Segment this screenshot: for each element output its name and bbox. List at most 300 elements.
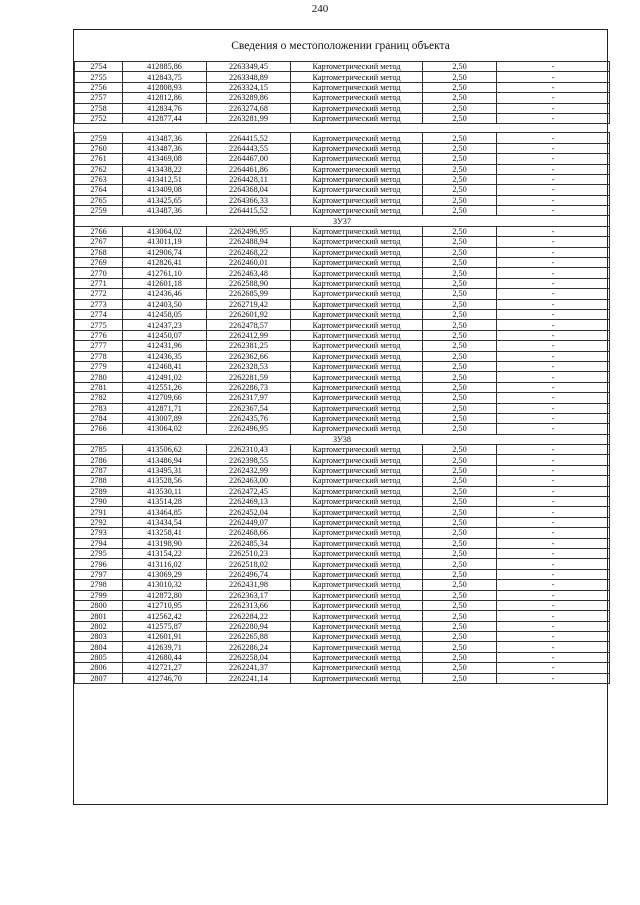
method-cell: Картометрический метод (291, 341, 423, 351)
coordinate-y: 2262284,22 (207, 611, 291, 621)
accuracy-cell: 2,50 (423, 113, 497, 123)
point-number: 2795 (75, 548, 123, 558)
method-cell: Картометрический метод (291, 548, 423, 558)
method-cell: Картометрический метод (291, 289, 423, 299)
accuracy-cell: 2,50 (423, 445, 497, 455)
point-number: 2755 (75, 72, 123, 82)
description-cell: - (497, 517, 610, 527)
coordinate-y: 2262265,88 (207, 632, 291, 642)
coordinate-x: 412468,41 (123, 361, 207, 371)
point-number: 2756 (75, 82, 123, 92)
method-cell: Картометрический метод (291, 652, 423, 662)
accuracy-cell: 2,50 (423, 82, 497, 92)
point-number: 2752 (75, 113, 123, 123)
point-number: 2766 (75, 226, 123, 236)
table-row (75, 600, 610, 610)
accuracy-cell: 2,50 (423, 299, 497, 309)
accuracy-cell: 2,50 (423, 538, 497, 548)
coordinate-y: 2262241,37 (207, 663, 291, 673)
table-row (75, 382, 610, 392)
table-row (75, 93, 610, 103)
coordinate-x: 412491,02 (123, 372, 207, 382)
accuracy-cell: 2,50 (423, 580, 497, 590)
accuracy-cell: 2,50 (423, 673, 497, 683)
method-cell: Картометрический метод (291, 476, 423, 486)
table-row (75, 268, 610, 278)
method-cell: Картометрический метод (291, 82, 423, 92)
accuracy-cell: 2,50 (423, 72, 497, 82)
point-number: 2759 (75, 133, 123, 143)
table-row (75, 62, 610, 72)
point-number: 2771 (75, 278, 123, 288)
method-cell: Картометрический метод (291, 642, 423, 652)
section-label: ЗУ38 (75, 434, 610, 444)
coordinate-y: 2262412,99 (207, 330, 291, 340)
coordinate-y: 2264443,55 (207, 143, 291, 153)
coordinate-x: 413438,22 (123, 164, 207, 174)
point-number: 2800 (75, 600, 123, 610)
accuracy-cell: 2,50 (423, 642, 497, 652)
accuracy-cell: 2,50 (423, 569, 497, 579)
coordinate-y: 2263348,89 (207, 72, 291, 82)
accuracy-cell: 2,50 (423, 185, 497, 195)
coordinate-x: 413530,11 (123, 486, 207, 496)
coordinate-y: 2262381,25 (207, 341, 291, 351)
accuracy-cell: 2,50 (423, 455, 497, 465)
description-cell: - (497, 403, 610, 413)
coordinate-y: 2262362,66 (207, 351, 291, 361)
method-cell: Картометрический метод (291, 164, 423, 174)
coordinate-x: 412906,74 (123, 247, 207, 257)
table-row (75, 289, 610, 299)
description-cell: - (497, 590, 610, 600)
description-cell: - (497, 569, 610, 579)
accuracy-cell: 2,50 (423, 632, 497, 642)
point-number: 2775 (75, 320, 123, 330)
method-cell: Картометрический метод (291, 268, 423, 278)
table-row (75, 351, 610, 361)
accuracy-cell: 2,50 (423, 93, 497, 103)
accuracy-cell: 2,50 (423, 413, 497, 423)
point-number: 2759 (75, 206, 123, 216)
accuracy-cell: 2,50 (423, 652, 497, 662)
description-cell: - (497, 351, 610, 361)
coordinate-y: 2262317,97 (207, 393, 291, 403)
coordinate-x: 413434,54 (123, 517, 207, 527)
method-cell: Картометрический метод (291, 424, 423, 434)
description-cell: - (497, 528, 610, 538)
method-cell: Картометрический метод (291, 195, 423, 205)
point-number: 2780 (75, 372, 123, 382)
point-number: 2783 (75, 403, 123, 413)
point-number: 2776 (75, 330, 123, 340)
accuracy-cell: 2,50 (423, 154, 497, 164)
coordinate-x: 412551,26 (123, 382, 207, 392)
block-separator (75, 124, 610, 133)
table-row (75, 455, 610, 465)
point-number: 2803 (75, 632, 123, 642)
coordinate-y: 2262258,04 (207, 652, 291, 662)
coordinates-table (74, 61, 610, 684)
table-row (75, 341, 610, 351)
accuracy-cell: 2,50 (423, 590, 497, 600)
point-number: 2781 (75, 382, 123, 392)
description-cell: - (497, 580, 610, 590)
point-number: 2782 (75, 393, 123, 403)
coordinate-y: 2262460,01 (207, 258, 291, 268)
coordinate-y: 2262310,43 (207, 445, 291, 455)
description-cell: - (497, 538, 610, 548)
point-number: 2802 (75, 621, 123, 631)
table-row (75, 507, 610, 517)
coordinate-x: 412808,93 (123, 82, 207, 92)
description-cell: - (497, 320, 610, 330)
coordinate-x: 412721,27 (123, 663, 207, 673)
coordinate-y: 2262478,57 (207, 320, 291, 330)
description-cell: - (497, 559, 610, 569)
accuracy-cell: 2,50 (423, 174, 497, 184)
method-cell: Картометрический метод (291, 580, 423, 590)
coordinate-x: 413154,22 (123, 548, 207, 558)
method-cell: Картометрический метод (291, 569, 423, 579)
coordinate-y: 2262472,45 (207, 486, 291, 496)
method-cell: Картометрический метод (291, 621, 423, 631)
method-cell: Картометрический метод (291, 247, 423, 257)
table-row (75, 195, 610, 205)
method-cell: Картометрический метод (291, 299, 423, 309)
point-number: 2806 (75, 663, 123, 673)
point-number: 2779 (75, 361, 123, 371)
coordinate-x: 412812,86 (123, 93, 207, 103)
method-cell: Картометрический метод (291, 278, 423, 288)
point-number: 2805 (75, 652, 123, 662)
table-row (75, 538, 610, 548)
accuracy-cell: 2,50 (423, 206, 497, 216)
coordinate-x: 412877,44 (123, 113, 207, 123)
coordinate-x: 412601,91 (123, 632, 207, 642)
coordinate-y: 2262468,22 (207, 247, 291, 257)
accuracy-cell: 2,50 (423, 330, 497, 340)
table-row (75, 103, 610, 113)
coordinate-y: 2262510,23 (207, 548, 291, 558)
block-separator-cell (75, 124, 610, 133)
accuracy-cell: 2,50 (423, 62, 497, 72)
coordinate-x: 412746,70 (123, 673, 207, 683)
coordinate-x: 412575,87 (123, 621, 207, 631)
method-cell: Картометрический метод (291, 143, 423, 153)
table-row (75, 559, 610, 569)
description-cell: - (497, 62, 610, 72)
method-cell: Картометрический метод (291, 320, 423, 330)
description-cell: - (497, 195, 610, 205)
table-row (75, 113, 610, 123)
coordinate-x: 413069,29 (123, 569, 207, 579)
coordinate-y: 2264461,86 (207, 164, 291, 174)
table-row (75, 174, 610, 184)
point-number: 2786 (75, 455, 123, 465)
description-cell: - (497, 72, 610, 82)
table-row (75, 393, 610, 403)
coordinate-x: 413425,65 (123, 195, 207, 205)
description-cell: - (497, 299, 610, 309)
description-cell: - (497, 82, 610, 92)
table-row (75, 72, 610, 82)
point-number: 2764 (75, 185, 123, 195)
accuracy-cell: 2,50 (423, 372, 497, 382)
coordinate-x: 412834,76 (123, 103, 207, 113)
table-row (75, 154, 610, 164)
method-cell: Картометрический метод (291, 174, 423, 184)
description-cell: - (497, 642, 610, 652)
coordinates-table-wrap (74, 61, 607, 684)
coordinate-x: 412403,50 (123, 299, 207, 309)
point-number: 2767 (75, 237, 123, 247)
accuracy-cell: 2,50 (423, 164, 497, 174)
coordinate-x: 412450,07 (123, 330, 207, 340)
section-header-row (75, 216, 610, 226)
table-row (75, 361, 610, 371)
description-cell: - (497, 393, 610, 403)
coordinate-x: 413514,28 (123, 497, 207, 507)
accuracy-cell: 2,50 (423, 309, 497, 319)
point-number: 2785 (75, 445, 123, 455)
coordinate-y: 2263324,15 (207, 82, 291, 92)
coordinate-x: 413464,85 (123, 507, 207, 517)
method-cell: Картометрический метод (291, 663, 423, 673)
method-cell: Картометрический метод (291, 455, 423, 465)
table-row (75, 320, 610, 330)
table-row (75, 486, 610, 496)
table-row (75, 621, 610, 631)
accuracy-cell: 2,50 (423, 548, 497, 558)
table-row (75, 548, 610, 558)
method-cell: Картометрический метод (291, 673, 423, 683)
coordinate-y: 2263289,86 (207, 93, 291, 103)
point-number: 2784 (75, 413, 123, 423)
coordinate-y: 2264415,52 (207, 206, 291, 216)
coordinate-x: 413528,56 (123, 476, 207, 486)
coordinate-y: 2262241,14 (207, 673, 291, 683)
coordinate-y: 2262518,02 (207, 559, 291, 569)
method-cell: Картометрический метод (291, 361, 423, 371)
coordinate-x: 413487,36 (123, 206, 207, 216)
method-cell: Картометрический метод (291, 154, 423, 164)
table-row (75, 330, 610, 340)
accuracy-cell: 2,50 (423, 559, 497, 569)
description-cell: - (497, 600, 610, 610)
table-row (75, 476, 610, 486)
point-number: 2801 (75, 611, 123, 621)
point-number: 2793 (75, 528, 123, 538)
description-cell: - (497, 133, 610, 143)
accuracy-cell: 2,50 (423, 289, 497, 299)
table-row (75, 237, 610, 247)
coordinate-x: 412639,71 (123, 642, 207, 652)
table-row (75, 413, 610, 423)
table-row (75, 497, 610, 507)
coordinate-x: 412826,41 (123, 258, 207, 268)
table-row (75, 673, 610, 683)
coordinate-y: 2262463,48 (207, 268, 291, 278)
coordinate-y: 2262601,92 (207, 309, 291, 319)
coordinate-y: 2262588,90 (207, 278, 291, 288)
coordinate-y: 2262685,99 (207, 289, 291, 299)
coordinate-x: 412431,96 (123, 341, 207, 351)
point-number: 2789 (75, 486, 123, 496)
accuracy-cell: 2,50 (423, 611, 497, 621)
description-cell: - (497, 476, 610, 486)
method-cell: Картометрический метод (291, 62, 423, 72)
method-cell: Картометрический метод (291, 351, 423, 361)
coordinate-y: 2262469,13 (207, 497, 291, 507)
description-cell: - (497, 164, 610, 174)
coordinate-y: 2262496,95 (207, 424, 291, 434)
coordinate-y: 2262328,53 (207, 361, 291, 371)
coordinate-x: 413487,36 (123, 133, 207, 143)
table-row (75, 652, 610, 662)
description-cell: - (497, 361, 610, 371)
method-cell: Картометрический метод (291, 445, 423, 455)
accuracy-cell: 2,50 (423, 476, 497, 486)
coordinate-y: 2262435,76 (207, 413, 291, 423)
description-cell: - (497, 507, 610, 517)
coordinate-x: 412601,18 (123, 278, 207, 288)
document-title: Сведения о местоположении границ объекта (231, 39, 450, 52)
point-number: 2773 (75, 299, 123, 309)
method-cell: Картометрический метод (291, 206, 423, 216)
point-number: 2787 (75, 465, 123, 475)
method-cell: Картометрический метод (291, 507, 423, 517)
point-number: 2794 (75, 538, 123, 548)
point-number: 2758 (75, 103, 123, 113)
point-number: 2763 (75, 174, 123, 184)
coordinate-y: 2262719,42 (207, 299, 291, 309)
description-cell: - (497, 113, 610, 123)
description-cell: - (497, 652, 610, 662)
table-row (75, 528, 610, 538)
table-row (75, 82, 610, 92)
method-cell: Картометрический метод (291, 185, 423, 195)
coordinate-x: 412680,44 (123, 652, 207, 662)
table-row (75, 206, 610, 216)
accuracy-cell: 2,50 (423, 393, 497, 403)
description-cell: - (497, 289, 610, 299)
accuracy-cell: 2,50 (423, 600, 497, 610)
page-number: 240 (311, 3, 329, 15)
coordinate-x: 413258,41 (123, 528, 207, 538)
point-number: 2796 (75, 559, 123, 569)
coordinate-x: 413007,89 (123, 413, 207, 423)
coordinate-y: 2262449,07 (207, 517, 291, 527)
description-cell: - (497, 548, 610, 558)
coordinate-y: 2262286,73 (207, 382, 291, 392)
description-cell: - (497, 673, 610, 683)
point-number: 2777 (75, 341, 123, 351)
coordinate-y: 2262363,17 (207, 590, 291, 600)
accuracy-cell: 2,50 (423, 195, 497, 205)
point-number: 2807 (75, 673, 123, 683)
section-header-row (75, 434, 610, 444)
point-number: 2778 (75, 351, 123, 361)
accuracy-cell: 2,50 (423, 258, 497, 268)
point-number: 2768 (75, 247, 123, 257)
coordinate-y: 2262398,55 (207, 455, 291, 465)
table-row (75, 278, 610, 288)
method-cell: Картометрический метод (291, 113, 423, 123)
accuracy-cell: 2,50 (423, 278, 497, 288)
coordinate-x: 413064,02 (123, 424, 207, 434)
point-number: 2792 (75, 517, 123, 527)
accuracy-cell: 2,50 (423, 341, 497, 351)
method-cell: Картометрический метод (291, 600, 423, 610)
table-row (75, 445, 610, 455)
point-number: 2762 (75, 164, 123, 174)
description-cell: - (497, 341, 610, 351)
method-cell: Картометрический метод (291, 517, 423, 527)
point-number: 2754 (75, 62, 123, 72)
description-cell: - (497, 621, 610, 631)
method-cell: Картометрический метод (291, 538, 423, 548)
coordinate-y: 2263274,68 (207, 103, 291, 113)
table-row (75, 258, 610, 268)
description-cell: - (497, 382, 610, 392)
method-cell: Картометрический метод (291, 413, 423, 423)
coordinate-y: 2262496,95 (207, 226, 291, 236)
accuracy-cell: 2,50 (423, 507, 497, 517)
method-cell: Картометрический метод (291, 93, 423, 103)
method-cell: Картометрический метод (291, 559, 423, 569)
table-row (75, 299, 610, 309)
method-cell: Картометрический метод (291, 497, 423, 507)
coordinate-y: 2264428,11 (207, 174, 291, 184)
method-cell: Картометрический метод (291, 72, 423, 82)
method-cell: Картометрический метод (291, 133, 423, 143)
coordinate-x: 412761,10 (123, 268, 207, 278)
point-number: 2760 (75, 143, 123, 153)
accuracy-cell: 2,50 (423, 361, 497, 371)
description-cell: - (497, 237, 610, 247)
method-cell: Картометрический метод (291, 103, 423, 113)
point-number: 2770 (75, 268, 123, 278)
coordinate-x: 412436,35 (123, 351, 207, 361)
coordinate-y: 2264467,00 (207, 154, 291, 164)
table-row (75, 465, 610, 475)
table-row (75, 632, 610, 642)
accuracy-cell: 2,50 (423, 424, 497, 434)
table-row (75, 611, 610, 621)
description-cell: - (497, 465, 610, 475)
method-cell: Картометрический метод (291, 309, 423, 319)
coordinate-y: 2262432,99 (207, 465, 291, 475)
description-cell: - (497, 103, 610, 113)
point-number: 2766 (75, 424, 123, 434)
accuracy-cell: 2,50 (423, 486, 497, 496)
coordinate-x: 412709,66 (123, 393, 207, 403)
document-frame (73, 29, 608, 805)
point-number: 2765 (75, 195, 123, 205)
table-row (75, 133, 610, 143)
description-cell: - (497, 154, 610, 164)
description-cell: - (497, 663, 610, 673)
coordinate-x: 412437,23 (123, 320, 207, 330)
coordinate-x: 412885,86 (123, 62, 207, 72)
method-cell: Картометрический метод (291, 632, 423, 642)
method-cell: Картометрический метод (291, 237, 423, 247)
point-number: 2788 (75, 476, 123, 486)
accuracy-cell: 2,50 (423, 320, 497, 330)
coordinate-x: 413469,08 (123, 154, 207, 164)
coordinate-x: 413487,36 (123, 143, 207, 153)
